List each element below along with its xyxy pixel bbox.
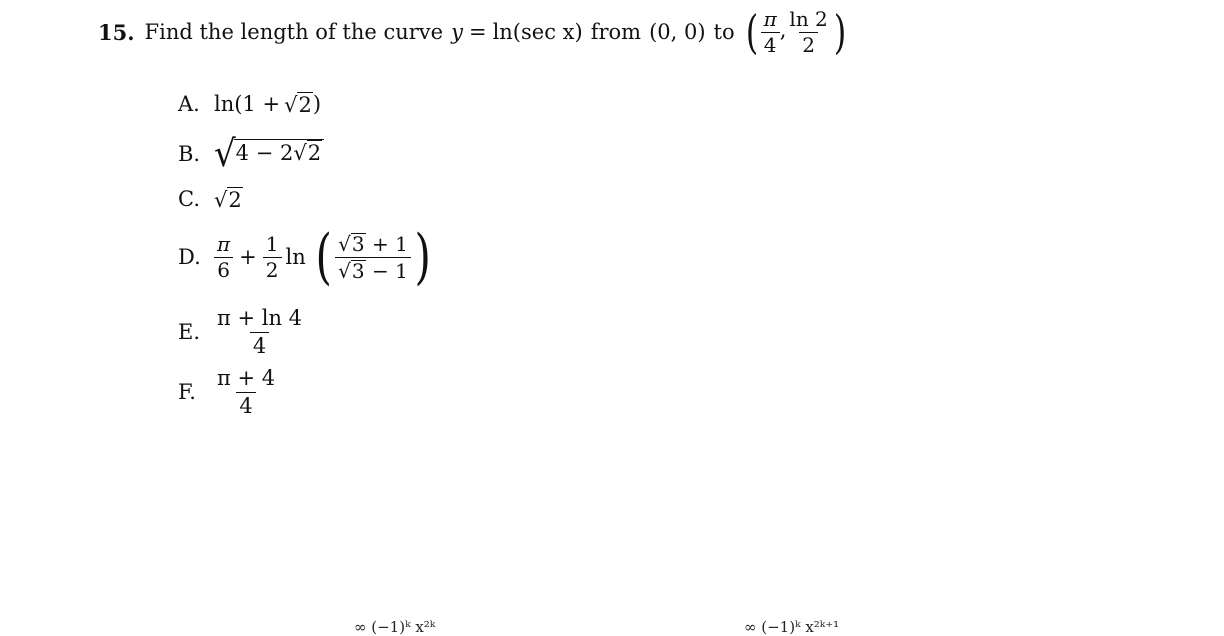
option-a (178, 88, 321, 120)
option-c (178, 183, 243, 215)
option-d-arg-denominator: √3 − 1 (335, 257, 411, 282)
option-d-arg-numerator: √3 + 1 (338, 231, 408, 256)
option-d-term2 (263, 231, 282, 282)
option-d-label: D. (178, 245, 201, 269)
option-f-label: F. (178, 380, 196, 404)
end-point-x (761, 6, 780, 57)
start-point: (0, 0) (649, 20, 706, 44)
question-line (98, 4, 849, 60)
option-d-plus: + (239, 245, 257, 269)
option-c-label: C. (178, 187, 200, 211)
option-d-term1-num: π (217, 231, 231, 256)
end-point-comma: , (779, 17, 787, 42)
next-question-right-fragment: ∞ (−1)ᵏ x²ᵏ⁺¹ (744, 618, 840, 636)
option-e-numerator: π + ln 4 (217, 306, 303, 331)
option-d-num-radicand: 3 (351, 231, 365, 256)
option-a-suffix: ) (312, 92, 322, 116)
option-d-right-paren: ) (414, 222, 431, 292)
option-f-fraction (214, 367, 278, 416)
option-d-ln: ln (285, 245, 306, 269)
option-d (178, 222, 434, 292)
option-a-prefix: ln(1 + (214, 92, 281, 116)
option-b (178, 134, 324, 174)
option-b-label: B. (178, 142, 201, 166)
option-b-inner-sqrt: √2 (293, 141, 322, 165)
option-b-inner-radicand: 2 (307, 141, 322, 165)
curve-lhs: y (451, 20, 463, 44)
end-point (743, 5, 849, 59)
next-question-left-fragment: ∞ (−1)ᵏ x²ᵏ (354, 618, 436, 636)
end-x-denominator: 4 (761, 32, 780, 56)
option-d-num-rest: + 1 (372, 231, 408, 256)
question-number: 15. (98, 19, 135, 45)
option-d-den-radicand: 3 (351, 258, 365, 283)
option-a-sqrt: √2 (284, 92, 312, 117)
option-a-radicand: 2 (298, 92, 312, 117)
from-word: from (590, 20, 642, 44)
option-e (178, 302, 305, 362)
option-d-den-rest: − 1 (372, 258, 408, 283)
option-d-left-paren: ( (315, 222, 332, 292)
option-d-term2-den: 2 (263, 257, 282, 281)
option-d-term1 (214, 231, 233, 282)
option-b-outer-sqrt-sign: √ (214, 132, 236, 176)
option-e-label: E. (178, 320, 201, 344)
to-word: to (713, 20, 735, 44)
right-paren: ) (833, 5, 847, 59)
option-f-numerator: π + 4 (217, 366, 276, 391)
curve-rhs: ln(sec x) (492, 20, 583, 44)
option-c-radicand: 2 (228, 187, 242, 212)
option-d-log-argument (335, 233, 411, 282)
option-b-outer-radicand (234, 139, 324, 165)
end-point-y (786, 6, 830, 57)
end-y-denominator: 2 (799, 32, 818, 56)
end-y-numerator: ln 2 (789, 6, 828, 31)
end-x-numerator: π (763, 6, 777, 31)
left-paren: ( (745, 5, 758, 59)
option-b-outer-left: 4 − 2 (235, 140, 294, 165)
option-f (178, 362, 278, 422)
option-d-term2-num: 1 (265, 231, 279, 256)
option-c-sqrt: √2 (214, 187, 242, 212)
option-d-term1-den: 6 (214, 257, 233, 281)
option-e-fraction (214, 307, 305, 356)
question-text: Find the length of the curve (144, 20, 444, 44)
curve-equals: = (468, 20, 487, 44)
option-a-label: A. (178, 92, 200, 116)
option-e-denominator: 4 (250, 332, 269, 357)
option-f-denominator: 4 (236, 392, 255, 417)
